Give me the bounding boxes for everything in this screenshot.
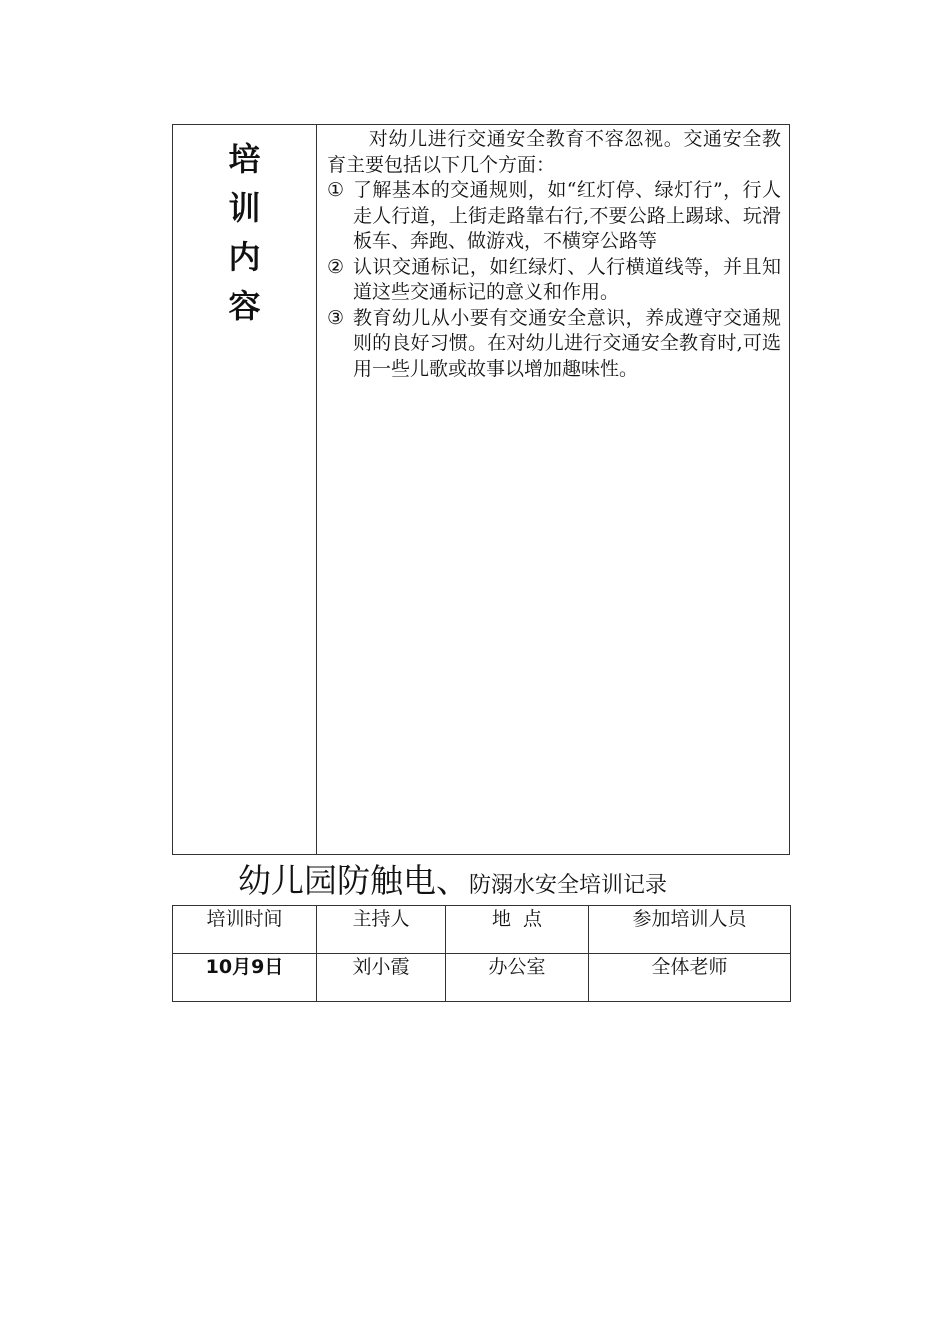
content-item-3 [327,306,781,383]
header-cell-location: 地 点 [446,906,589,954]
cell-date: 10月9日 [173,954,317,1002]
label-char: 训 [228,189,261,227]
label-char: 容 [228,287,261,325]
table-row [173,954,791,1002]
header-cell-time: 培训时间 [173,906,317,954]
item-text: 教育幼儿从小要有交通安全意识，养成遵守交通规则的良好习惯。在对幼儿进行交通安全教育时,可选用一些儿歌或故事以增加趣味性。 [353,306,781,380]
content-item-2 [327,255,781,306]
intro-paragraph: 对幼儿进行交通安全教育不容忽视。交通安全教育主要包括以下几个方面： [327,128,781,176]
item-number: ② [327,255,345,278]
cell-participants: 全体老师 [589,954,791,1002]
training-content-text-cell [317,125,789,854]
label-char: 培 [228,140,261,178]
record-title [238,858,798,909]
content-item-1 [327,178,781,255]
item-number: ① [327,179,345,201]
item-text: 了解基本的交通规则，如“红灯停、绿灯行”，行人走人行道，上街走路靠右行,不要公路上踢球、玩滑板车、奔跑、做游戏，不横穿公路等 [353,179,781,252]
label-char: 内 [228,238,261,276]
item-text: 认识交通标记，如红绿灯、人行横道线等，并且知道这些交通标记的意义和作用。 [353,255,781,303]
item-number: ③ [327,306,345,329]
table-header-row [173,906,791,954]
cell-location: 办公室 [446,954,589,1002]
header-cell-participants: 参加培训人员 [589,906,791,954]
header-cell-host: 主持人 [317,906,446,954]
record-title-sub: 防溺水安全培训记录 [469,873,668,898]
training-content-label-cell [173,125,317,854]
record-title-main: 幼儿园防触电、 [238,861,469,900]
training-record-table [172,905,791,1002]
training-content-table [172,124,790,855]
cell-host: 刘小霞 [317,954,446,1002]
